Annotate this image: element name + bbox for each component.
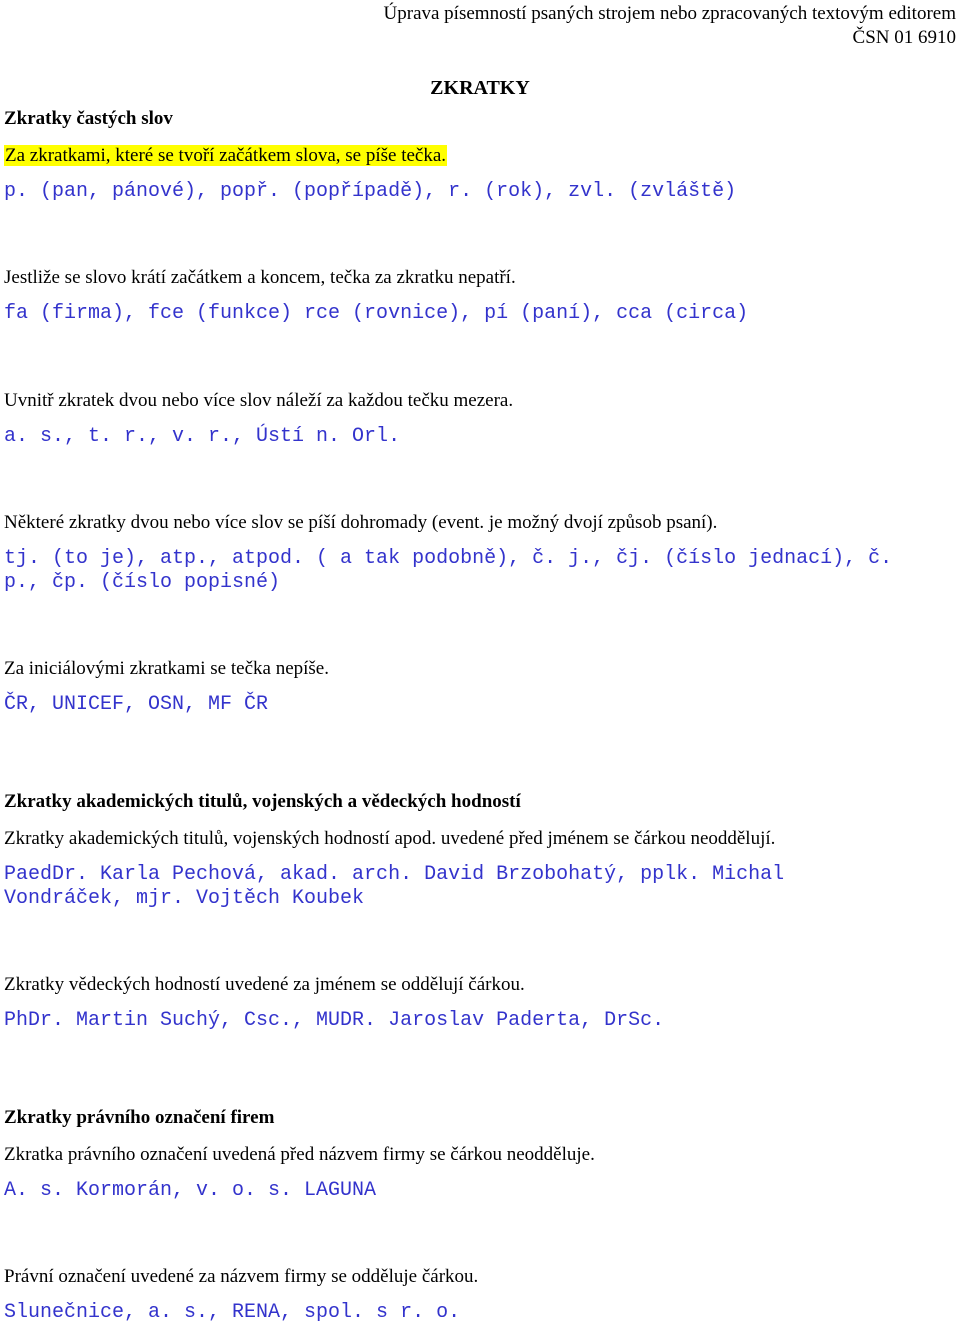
example-text: ČR, UNICEF, OSN, MF ČR (4, 693, 269, 716)
rule-text: Za iniciálovými zkratkami se tečka nepíše. (4, 658, 329, 679)
example-text: A. s. Kormorán, v. o. s. LAGUNA (4, 1179, 377, 1202)
section-heading-frequent: Zkratky častých slov (4, 108, 173, 129)
rule-text: Zkratky vědeckých hodností uvedené za jménem se oddělují čárkou. (4, 974, 525, 995)
header-standard-number: ČSN 01 6910 (852, 27, 956, 48)
example-text: Vondráček, mjr. Vojtěch Koubek (4, 887, 365, 910)
example-text: a. s., t. r., v. r., Ústí n. Orl. (4, 425, 401, 448)
highlighted-rule: Za zkratkami, které se tvoří začátkem slova, se píše tečka. (5, 145, 447, 166)
rule-text: Zkratka právního označení uvedená před názvem firmy se čárkou neodděluje. (4, 1144, 595, 1165)
example-text: PhDr. Martin Suchý, Csc., MUDR. Jaroslav Paderta, DrSc. (4, 1009, 665, 1032)
rule-text: Právní označení uvedené za názvem firmy se odděluje čárkou. (4, 1266, 479, 1287)
example-text: fa (firma), fce (funkce) rce (rovnice), pí (paní), cca (circa) (4, 302, 749, 325)
rule-text: Jestliže se slovo krátí začátkem a koncem, tečka za zkratku nepatří. (4, 267, 516, 288)
rule-text: Uvnitř zkratek dvou nebo více slov náleží za každou tečku mezera. (4, 390, 514, 411)
page-title: ZKRATKY (430, 77, 530, 99)
section-heading-academic: Zkratky akademických titulů, vojenských a vědeckých hodností (4, 791, 521, 812)
section-heading-legal: Zkratky právního označení firem (4, 1107, 275, 1128)
rule-text (4, 145, 447, 167)
example-text: tj. (to je), atp., atpod. ( a tak podobně), č. j., čj. (číslo jednací), č. (4, 547, 893, 570)
rule-text: Zkratky akademických titulů, vojenských hodností apod. uvedené před jménem se čárkou neoddělují. (4, 828, 776, 849)
example-text: p. (pan, pánové), popř. (popřípadě), r. (rok), zvl. (zvláště) (4, 180, 737, 203)
example-text: Slunečnice, a. s., RENA, spol. s r. o. (4, 1301, 461, 1324)
header-standard-title: Úprava písemností psaných strojem nebo zpracovaných textovým editorem (383, 3, 956, 24)
example-text: PaedDr. Karla Pechová, akad. arch. David Brzobohatý, pplk. Michal (4, 863, 785, 886)
example-text: p., čp. (číslo popisné) (4, 571, 281, 594)
rule-text: Některé zkratky dvou nebo více slov se píší dohromady (event. je možný dvojí způsob psaní). (4, 512, 718, 533)
